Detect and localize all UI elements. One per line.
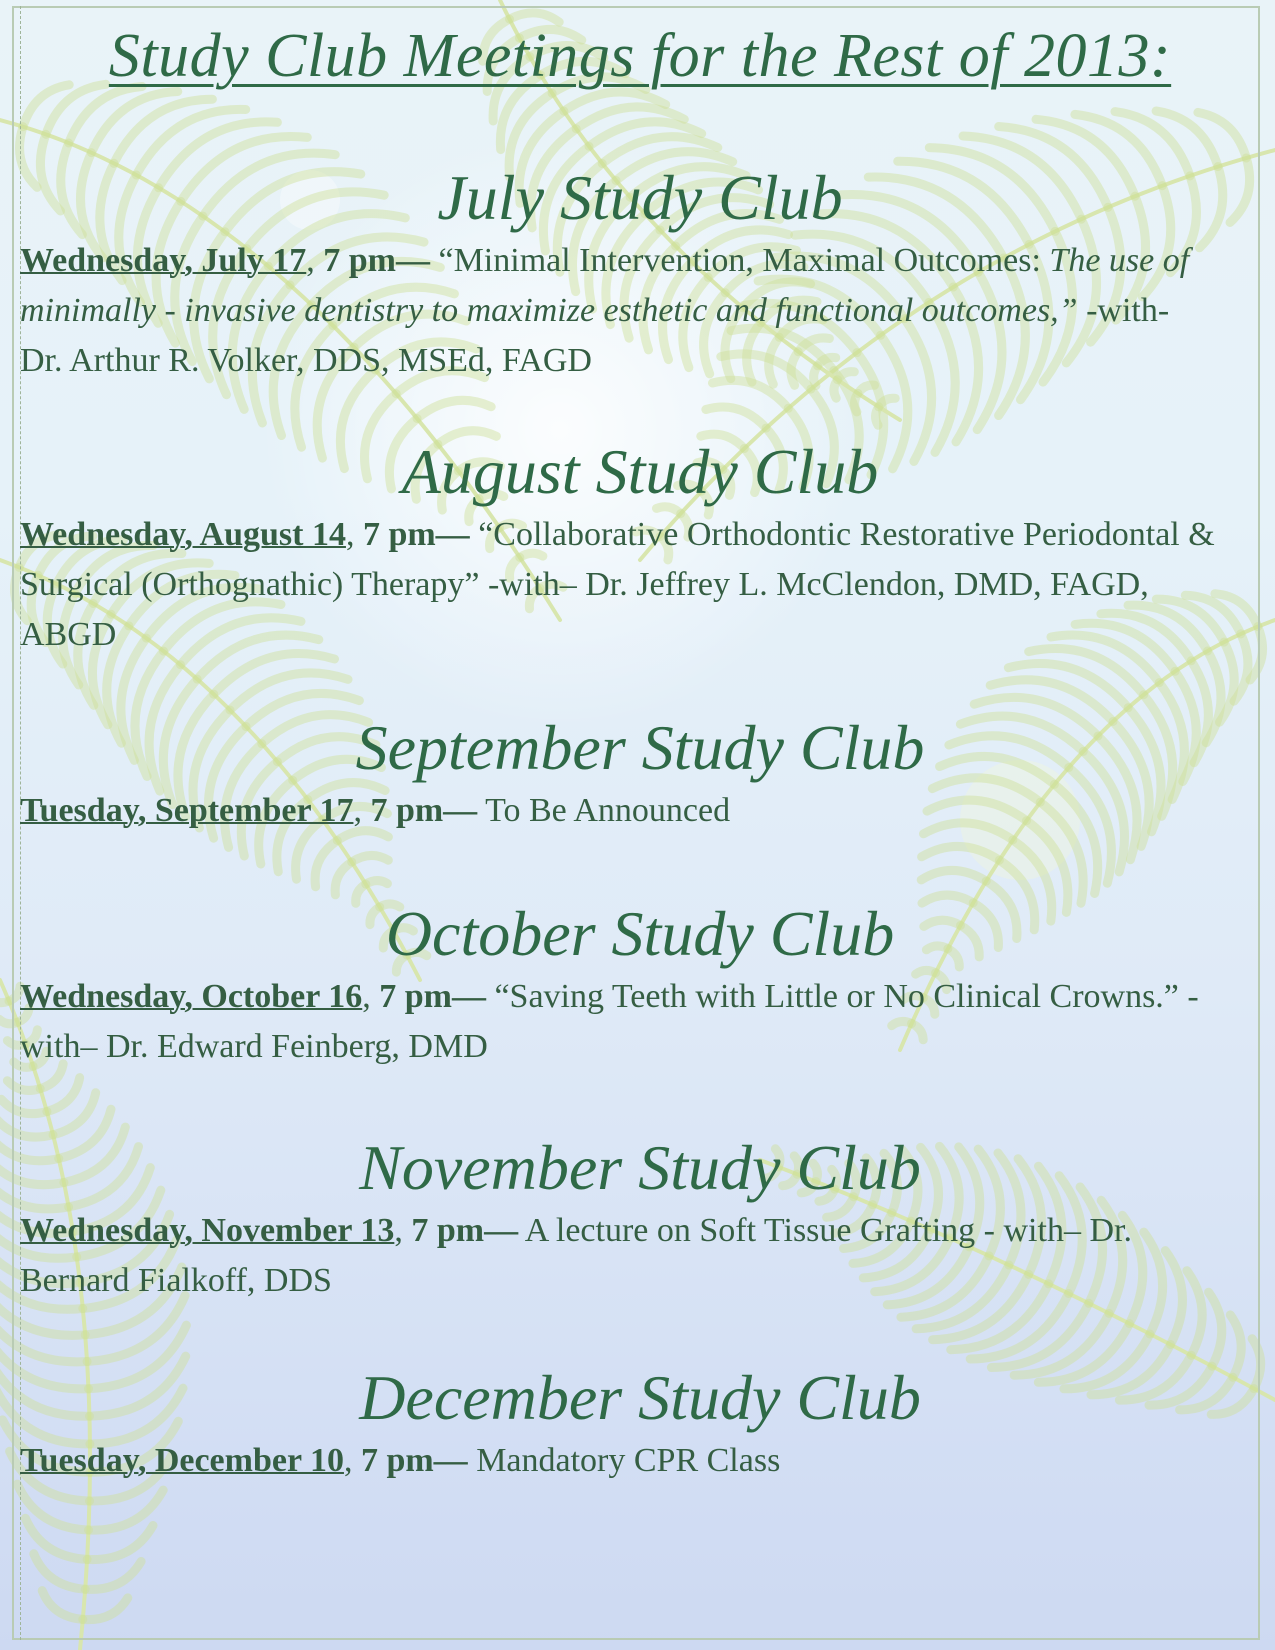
meeting-december	[20, 1360, 1260, 1486]
meeting-date: Wednesday, October 16	[20, 978, 363, 1015]
meeting-topic: “Collaborative Orthodontic Restorative Periodontal & Surgical (Orthognathic) Therapy” -with– Dr. Jeffrey L. McClendon, DMD, FAGD, ABGD	[20, 516, 1215, 653]
meeting-description	[20, 1436, 1220, 1486]
separator: ,	[345, 516, 363, 553]
meeting-date: Tuesday, September 17	[20, 792, 354, 829]
meeting-date: Tuesday, December 10	[20, 1442, 344, 1479]
meeting-heading: July Study Club	[437, 162, 843, 233]
meeting-august	[20, 434, 1260, 660]
meeting-topic: “Minimal Intervention, Maximal Outcomes:	[429, 242, 1050, 279]
separator: ,	[306, 242, 324, 279]
separator: ,	[353, 792, 371, 829]
meeting-heading: November Study Club	[359, 1132, 921, 1203]
meeting-date: Wednesday, November 13	[20, 1212, 395, 1249]
meeting-topic: Mandatory CPR Class	[467, 1442, 781, 1479]
meeting-heading: October Study Club	[385, 898, 895, 969]
meeting-description	[20, 972, 1220, 1072]
meeting-heading: September Study Club	[355, 712, 925, 783]
meeting-topic: To Be Announced	[477, 792, 731, 829]
meeting-time: 7 pm—	[411, 1212, 519, 1249]
meeting-time: 7 pm—	[323, 242, 430, 279]
meeting-time: 7 pm—	[362, 516, 470, 553]
meeting-speaker: -with- Dr. Arthur R. Volker, DDS, MSEd, FAGD	[20, 292, 1170, 379]
meeting-topic: “Saving Teeth with Little or No Clinical Crowns.” - with– Dr. Edward Feinberg, DMD	[20, 978, 1199, 1065]
meeting-description	[20, 236, 1220, 386]
meeting-date: Wednesday, July 17	[20, 242, 307, 279]
meeting-topic-subtitle: The use of minimally - invasive dentistry to maximize esthetic and functional outcomes,”	[20, 242, 1190, 329]
meeting-time: 7 pm—	[370, 792, 478, 829]
meeting-date: Wednesday, August 14	[20, 516, 346, 553]
flyer-content	[20, 20, 1260, 1479]
meeting-september	[20, 710, 1260, 836]
meeting-november	[20, 1130, 1260, 1306]
meeting-description	[20, 786, 1220, 836]
meeting-july	[20, 160, 1260, 386]
page-title: Study Club Meetings for the Rest of 2013:	[108, 22, 1172, 90]
frond-leaflet	[0, 998, 9, 1002]
separator: ,	[394, 1212, 412, 1249]
meeting-heading: August Study Club	[401, 436, 879, 507]
meeting-time: 7 pm—	[360, 1442, 468, 1479]
meeting-topic: A lecture on Soft Tissue Grafting - with– Dr. Bernard Fialkoff, DDS	[20, 1212, 1132, 1299]
meeting-description	[20, 1206, 1220, 1306]
meeting-october	[20, 896, 1260, 1072]
meeting-description	[20, 510, 1220, 660]
meeting-time: 7 pm—	[379, 978, 486, 1015]
meeting-heading: December Study Club	[359, 1362, 921, 1433]
separator: ,	[343, 1442, 361, 1479]
separator: ,	[362, 978, 380, 1015]
